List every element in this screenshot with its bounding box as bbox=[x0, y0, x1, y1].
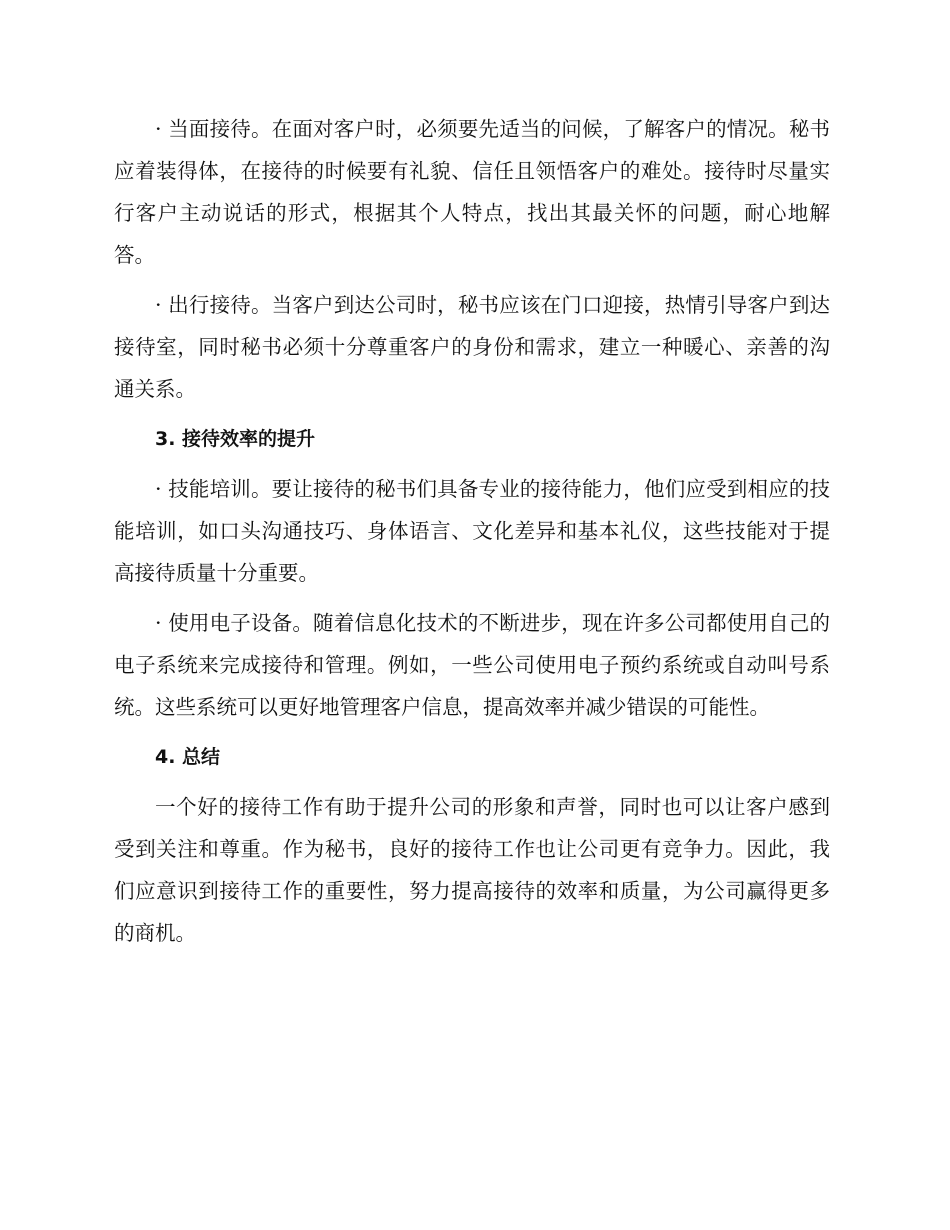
paragraph-skill-training: · 技能培训。要让接待的秘书们具备专业的接待能力，他们应受到相应的技能培训，如口头沟通技巧、身体语言、文化差异和基本礼仪，这些技能对于提高接待质量十分重要。 bbox=[114, 477, 830, 585]
document-page bbox=[114, 108, 830, 954]
paragraph-summary: 一个好的接待工作有助于提升公司的形象和声誉，同时也可以让客户感到受到关注和尊重。作为秘书，良好的接待工作也让公司更有竞争力。因此，我们应意识到接待工作的重要性，努力提高接待的效率和质量，为公司赢得更多的商机。 bbox=[114, 795, 830, 945]
paragraph-face-to-face-reception: · 当面接待。在面对客户时，必须要先适当的问候，了解客户的情况。秘书应着装得体，在接待的时候要有礼貌、信任且领悟客户的难处。接待时尽量实行客户主动说话的形式，根据其个人特点，找出其最关怀的问题，耐心地解答。 bbox=[114, 117, 830, 267]
paragraph-electronic-devices: · 使用电子设备。随着信息化技术的不断进步，现在许多公司都使用自己的电子系统来完成接待和管理。例如，一些公司使用电子预约系统或自动叫号系统。这些系统可以更好地管理客户信息，提高效率并减少错误的可能性。 bbox=[114, 611, 830, 719]
section-heading-summary: 4. 总结 bbox=[155, 746, 221, 768]
paragraph-outing-reception: · 出行接待。当客户到达公司时，秘书应该在门口迎接，热情引导客户到达接待室，同时秘书必须十分尊重客户的身份和需求，建立一种暖心、亲善的沟通关系。 bbox=[114, 293, 830, 401]
section-heading-efficiency: 3. 接待效率的提升 bbox=[155, 428, 316, 450]
